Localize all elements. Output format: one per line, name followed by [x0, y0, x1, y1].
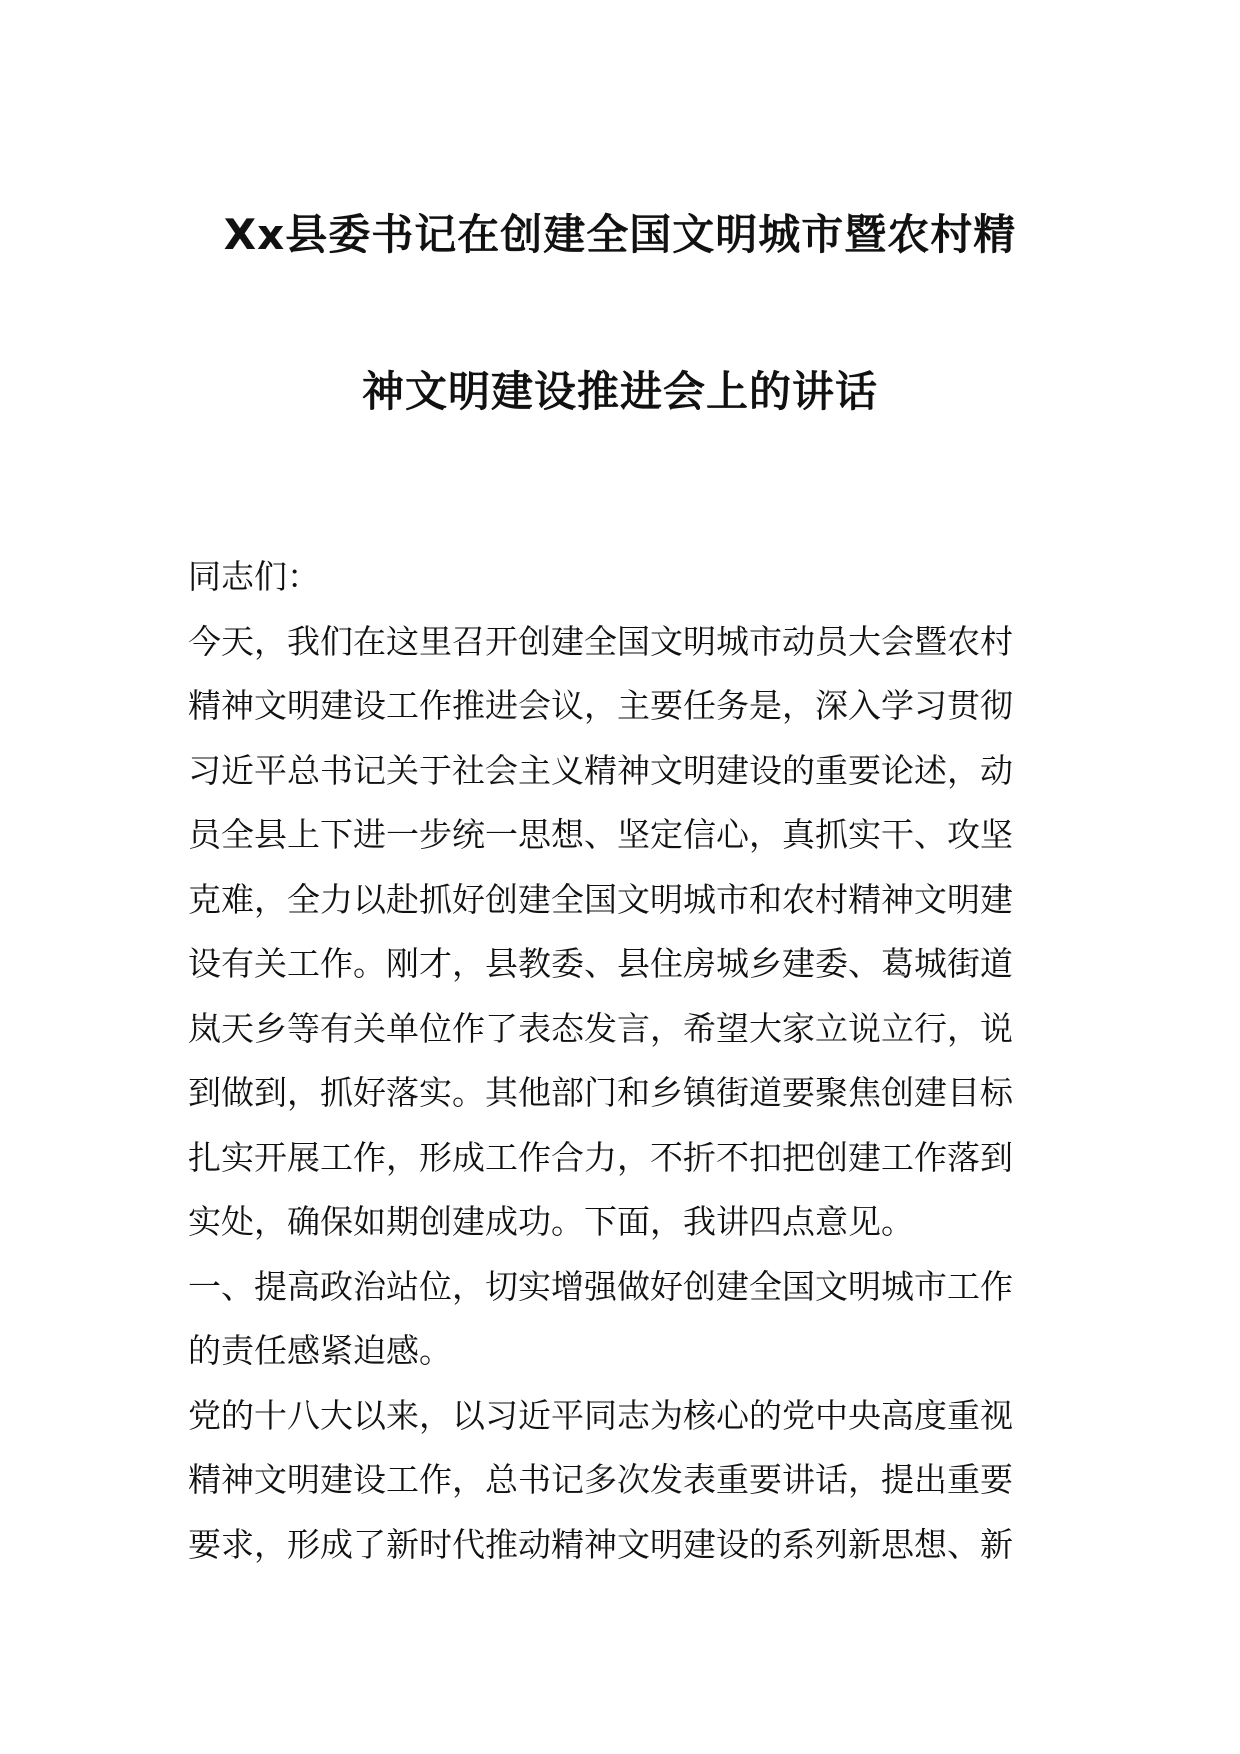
- paragraph-line: 精神文明建设工作，总书记多次发表重要讲话，提出重要: [188, 1460, 1013, 1499]
- paragraph-line: 党的十八大以来，以习近平同志为核心的党中央高度重视: [188, 1395, 1013, 1435]
- title-line-2: 神文明建设推进会上的讲话: [361, 367, 878, 416]
- paragraph-line: 岚天乡等有关单位作了表态发言，希望大家立说立行，说: [188, 1008, 1013, 1048]
- section-heading-line: 一、提高政治站位，切实增强做好创建全国文明城市工作: [188, 1266, 1013, 1306]
- section-heading-line: 的责任感紧迫感。: [188, 1331, 452, 1370]
- paragraph-line: 设有关工作。刚才，县教委、县住房城乡建委、葛城街道: [188, 944, 1013, 983]
- paragraph-line: 精神文明建设工作推进会议，主要任务是，深入学习贯彻: [188, 686, 1013, 725]
- paragraph-line: 今天，我们在这里召开创建全国文明城市动员大会暨农村: [188, 621, 1013, 661]
- paragraph-line: 扎实开展工作，形成工作合力，不折不扣把创建工作落到: [188, 1137, 1013, 1177]
- paragraph-line: 到做到，抓好落实。其他部门和乡镇街道要聚焦创建目标: [188, 1073, 1013, 1112]
- paragraph-line: 员全县上下进一步统一思想、坚定信心，真抓实干、攻坚: [188, 815, 1013, 854]
- paragraph-line: 克难，全力以赴抓好创建全国文明城市和农村精神文明建: [188, 879, 1013, 919]
- salutation: 同志们：: [188, 557, 320, 596]
- body-text: [188, 545, 1058, 1577]
- paragraph-line: 习近平总书记关于社会主义精神文明建设的重要论述，动: [188, 750, 1013, 790]
- title-line-1: Xx县委书记在创建全国文明城市暨农村精: [223, 210, 1017, 259]
- paragraph-line: 要求，形成了新时代推动精神文明建设的系列新思想、新: [188, 1524, 1013, 1564]
- paragraph-line: 实处，确保如期创建成功。下面，我讲四点意见。: [188, 1202, 914, 1241]
